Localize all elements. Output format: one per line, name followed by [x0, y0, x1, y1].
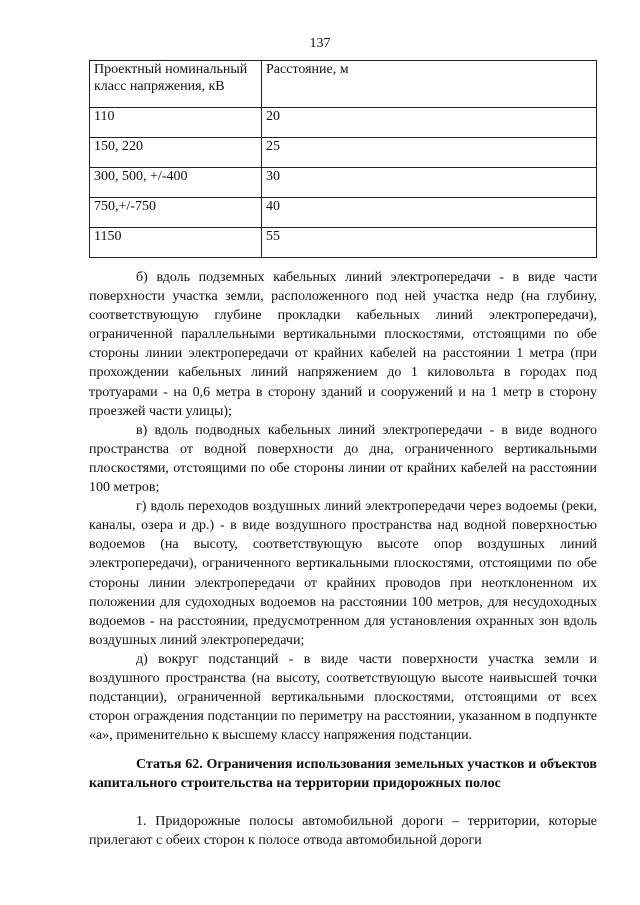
cell-voltage: 150, 220 — [90, 138, 262, 168]
paragraph-v: в) вдоль подводных кабельных линий электропередачи - в виде водного пространства от водной поверхности до дна, ограниченного вертикальными плоскостями, отстоящими по обе стороны линии от крайних кабелей на расстоянии 100 метров; — [89, 422, 597, 496]
table-row — [90, 168, 597, 198]
cell-voltage: 750,+/-750 — [90, 198, 262, 228]
cell-voltage: 110 — [90, 108, 262, 138]
cell-distance: 30 — [262, 168, 597, 198]
cell-distance: 55 — [262, 228, 597, 258]
paragraph-d: д) вокруг подстанций - в виде части поверхности участка земли и воздушного пространства (на высоту, соответствующую высоте наивысшей точки подстанции), ограниченной вертикальными плоскостями, отстоящими от всех сторон ограждения подстанции по периметру на расстоянии, указанном в подпункте «а», применительно к высшему классу напряжения подстанции. — [89, 651, 597, 744]
paragraph-g: г) вдоль переходов воздушных линий электропередачи через водоемы (реки, каналы, озера и др.) - в виде воздушного пространства над водной поверхностью водоемов (на высоту, соответствующую высоте опор воздушных линий электропередачи), ограниченного вертикальными плоскостями, отстоящими по обе стороны линии электропередачи от крайних проводов при неотклоненном их положении для судоходных водоемов на расстоянии 100 метров, для несудоходных водоемов - на расстоянии, предусмотренном для установления охранных зон вдоль воздушных линий электропередачи; — [89, 499, 597, 648]
paragraph-b: б) вдоль подземных кабельных линий электропередачи - в виде части поверхности участка земли, расположенного под ней участка недр (на глубину, соответствующую глубине прокладки кабельных линий электропередачи), ограниченной параллельными вертикальными плоскостями, отстоящими по обе стороны линии электропередачи от крайних кабелей на расстоянии 1 метра (при прохождении кабельных линий напряжением до 1 киловольта в городах под тротуарами - на 0,6 метра в сторону зданий и сооружений и на 1 метр в сторону проезжей части улицы); — [89, 270, 597, 419]
header-distance: Расстояние, м — [262, 61, 597, 108]
cell-voltage: 300, 500, +/-400 — [90, 168, 262, 198]
cell-voltage: 1150 — [90, 228, 262, 258]
table-header-row — [90, 61, 597, 108]
cell-distance: 40 — [262, 198, 597, 228]
voltage-distance-table — [89, 60, 597, 258]
article-heading: Статья 62. Ограничения использования земельных участков и объектов капитального строительства на территории придорожных полос — [89, 757, 597, 791]
cell-distance: 20 — [262, 108, 597, 138]
table-row — [90, 108, 597, 138]
header-voltage-class: Проектный номинальный класс напряжения, кВ — [90, 61, 262, 108]
page-number: 137 — [309, 36, 331, 51]
cell-distance: 25 — [262, 138, 597, 168]
table-row — [90, 198, 597, 228]
article-paragraph: 1. Придорожные полосы автомобильной дороги – территории, которые прилегают с обеих сторон к полосе отвода автомобильной дороги — [89, 814, 597, 848]
table-row — [90, 228, 597, 258]
body-text — [89, 268, 597, 745]
table-row — [90, 138, 597, 168]
